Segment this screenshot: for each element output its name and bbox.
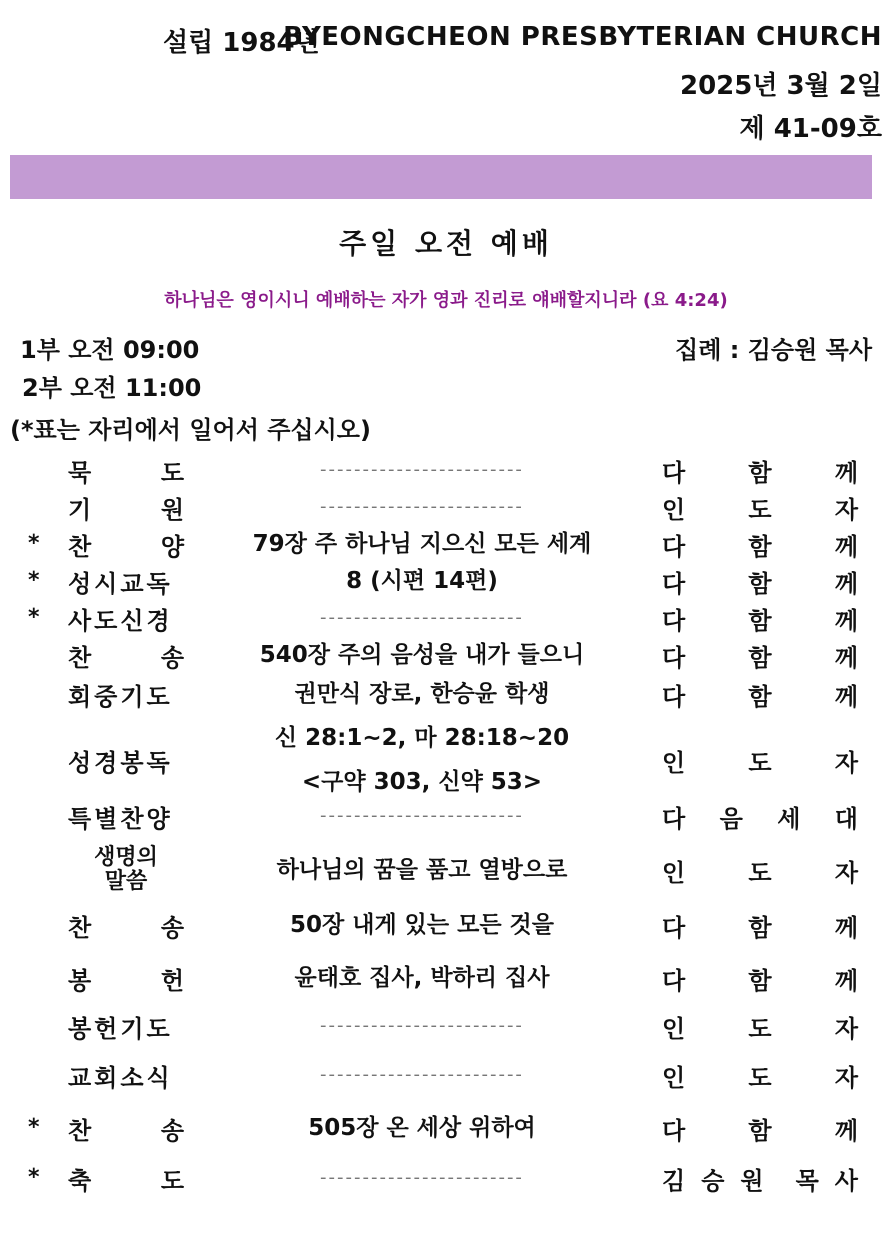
item-leader-part: 다: [662, 804, 686, 833]
item-leader-part: 자: [834, 748, 858, 777]
item-leader: [662, 845, 858, 895]
item-name-part: 찬: [68, 913, 92, 942]
item-content: 50장 내게 있는 모든 것을: [290, 912, 554, 938]
item-leader: [662, 452, 858, 488]
order-row: [0, 676, 892, 712]
order-row: [0, 600, 892, 636]
order-row: [0, 637, 892, 673]
item-leader-part: 께: [834, 1116, 858, 1145]
bulletin-date: 2025년 3월 2일: [680, 71, 882, 101]
item-content: ------------------------: [320, 459, 524, 480]
item-name: [68, 1110, 184, 1146]
order-row: [0, 526, 892, 562]
item-leader-part: 다: [662, 643, 686, 672]
item-name-part: 기: [68, 495, 92, 524]
item-name-part: 말씀: [104, 869, 148, 894]
item-leader-part: 인: [662, 1014, 686, 1043]
item-leader-part: 원: [740, 1166, 764, 1195]
standing-mark: *: [28, 531, 40, 556]
standing-mark: *: [28, 605, 40, 630]
item-leader-part: 께: [834, 569, 858, 598]
item-leader-part: 승: [701, 1166, 725, 1195]
item-leader: [662, 1160, 858, 1196]
item-name-part: 봉헌기도: [68, 1014, 173, 1043]
standing-mark: *: [28, 1165, 40, 1190]
item-name-part: 교회소식: [68, 1063, 173, 1092]
item-leader: [662, 960, 858, 996]
item-name-part: 사도신경: [68, 606, 173, 635]
item-leader-part: 다: [662, 966, 686, 995]
item-name-part: 송: [160, 1116, 184, 1145]
item-leader: [662, 720, 858, 800]
order-row: [0, 960, 892, 996]
standing-mark: *: [28, 1115, 40, 1140]
item-content: ------------------------: [320, 1167, 524, 1188]
item-name: [68, 452, 184, 488]
item-name-part: 양: [160, 532, 184, 561]
item-leader-part: 인: [662, 858, 686, 887]
item-leader-part: 자: [834, 495, 858, 524]
item-content: 540장 주의 음성을 내가 들으니: [259, 642, 585, 668]
item-leader-part: 함: [748, 532, 772, 561]
item-leader-part: 도: [748, 1063, 772, 1092]
order-row: [0, 1057, 892, 1093]
item-leader-part: 도: [748, 1014, 772, 1043]
item-name: [68, 1160, 184, 1196]
item-leader-part: 함: [748, 643, 772, 672]
item-leader-part: 자: [834, 1063, 858, 1092]
item-leader-part: 함: [748, 913, 772, 942]
item-leader: [662, 600, 858, 636]
item-leader-part: 께: [834, 606, 858, 635]
item-name-part: 송: [160, 913, 184, 942]
item-name-part: 찬: [68, 532, 92, 561]
order-row: [0, 798, 892, 834]
standing-note: (*표는 자리에서 일어서 주십시오): [10, 416, 371, 444]
item-content-line: <구약 303, 신약 53>: [301, 769, 543, 795]
item-content: [222, 716, 622, 804]
item-name: [68, 907, 184, 943]
item-name-part: 생명의: [94, 845, 158, 870]
second-service-time: 2부 오전 11:00: [22, 374, 202, 402]
item-leader: [662, 637, 858, 673]
item-leader: [662, 798, 858, 834]
item-name: [68, 720, 184, 800]
item-leader-part: 도: [748, 495, 772, 524]
item-leader-part: 께: [834, 913, 858, 942]
item-name: [68, 1008, 184, 1044]
item-leader-part: 음: [719, 804, 743, 833]
item-leader: [662, 489, 858, 525]
item-name-part: 찬: [68, 1116, 92, 1145]
item-leader-part: 도: [748, 858, 772, 887]
order-row: [0, 452, 892, 488]
item-name: [68, 1057, 184, 1093]
item-leader-part: 함: [748, 1116, 772, 1145]
item-leader: [662, 1008, 858, 1044]
item-name-part: 회중기도: [68, 682, 173, 711]
item-content: ------------------------: [320, 805, 524, 826]
item-name: [68, 845, 184, 895]
standing-mark: *: [28, 568, 40, 593]
item-name-part: 특별찬양: [68, 804, 173, 833]
item-leader-part: 함: [748, 606, 772, 635]
item-leader-part: 께: [834, 532, 858, 561]
item-leader-part: 자: [834, 858, 858, 887]
item-name-part: 성경봉독: [68, 748, 173, 777]
item-leader-part: 다: [662, 913, 686, 942]
item-leader: [662, 1057, 858, 1093]
item-name-part: 성시교독: [68, 569, 173, 598]
item-leader-part: 께: [834, 682, 858, 711]
item-leader-part: 께: [834, 643, 858, 672]
item-name-part: 원: [160, 495, 184, 524]
item-leader-part: 다: [662, 569, 686, 598]
order-row: [0, 563, 892, 599]
item-name-part: 도: [160, 458, 184, 487]
item-leader-part: 다: [662, 458, 686, 487]
item-name: [68, 600, 184, 636]
item-name: [68, 798, 184, 834]
item-leader-part: 함: [748, 682, 772, 711]
item-name: [68, 676, 184, 712]
order-row: [0, 1008, 892, 1044]
item-leader: [662, 526, 858, 562]
church-name: BYEONGCHEON PRESBYTERIAN CHURCH: [283, 22, 882, 52]
item-name: [68, 563, 184, 599]
order-row: [0, 845, 892, 895]
item-content: 79장 주 하나님 지으신 모든 세계: [252, 531, 592, 557]
order-row: [0, 1110, 892, 1146]
item-leader: [662, 1110, 858, 1146]
item-name-part: 찬: [68, 643, 92, 672]
item-leader-part: 함: [748, 966, 772, 995]
item-leader-part: 인: [662, 495, 686, 524]
item-leader-part: 께: [834, 458, 858, 487]
item-leader-part: 세: [777, 804, 801, 833]
item-leader: [662, 907, 858, 943]
item-leader-part: 김: [662, 1166, 686, 1195]
item-leader-part: 다: [662, 1116, 686, 1145]
item-name-part: 묵: [68, 458, 92, 487]
item-content: ------------------------: [320, 496, 524, 517]
item-leader: [662, 563, 858, 599]
item-leader-part: 함: [748, 569, 772, 598]
order-row: [0, 1160, 892, 1196]
item-name-part: 헌: [160, 966, 184, 995]
item-name: [68, 526, 184, 562]
page-title: 주일 오전 예배: [339, 227, 553, 260]
item-leader-part: 인: [662, 748, 686, 777]
item-content: 권만식 장로, 한승윤 학생: [294, 681, 550, 707]
item-leader-part: 도: [748, 748, 772, 777]
item-content: ------------------------: [320, 607, 524, 628]
item-content: 윤태호 집사, 박하리 집사: [294, 965, 550, 991]
first-service-time: 1부 오전 09:00: [20, 336, 200, 364]
item-name-part: 송: [160, 643, 184, 672]
item-leader-part: 사: [834, 1166, 858, 1195]
item-leader-part: 자: [834, 1014, 858, 1043]
item-leader-part: 대: [834, 804, 858, 833]
order-row: [0, 907, 892, 943]
item-leader-part: 께: [834, 966, 858, 995]
item-name-part: 축: [68, 1166, 92, 1195]
issue-number: 제 41-09호: [739, 114, 882, 144]
item-leader-part: 함: [748, 458, 772, 487]
item-leader-part: 목: [795, 1166, 819, 1195]
scripture-verse: 하나님은 영이시니 예배하는 자가 영과 진리로 얘배할지니라 (요 4:24): [164, 290, 728, 311]
order-row: [0, 720, 892, 800]
order-row: [0, 489, 892, 525]
item-name: [68, 489, 184, 525]
item-name-part: 도: [160, 1166, 184, 1195]
founded-year: 설립 1984년: [163, 28, 320, 58]
item-name: [68, 637, 184, 673]
item-leader-part: 인: [662, 1063, 686, 1092]
item-leader-part: 다: [662, 682, 686, 711]
item-content: 8 (시편 14편): [346, 568, 498, 594]
officiant: 집례 : 김승원 목사: [675, 336, 872, 364]
item-leader-part: 다: [662, 606, 686, 635]
item-leader: [662, 676, 858, 712]
item-content: ------------------------: [320, 1015, 524, 1036]
item-content-line: 신 28:1~2, 마 28:18~20: [274, 725, 570, 751]
item-name-part: 봉: [68, 966, 92, 995]
item-content: 하나님의 꿈을 품고 열방으로: [276, 857, 568, 883]
item-content: ------------------------: [320, 1064, 524, 1085]
item-leader-part: 다: [662, 532, 686, 561]
item-name: [68, 960, 184, 996]
header-color-band: [10, 155, 872, 199]
item-content: 505장 온 세상 위하여: [308, 1115, 536, 1141]
